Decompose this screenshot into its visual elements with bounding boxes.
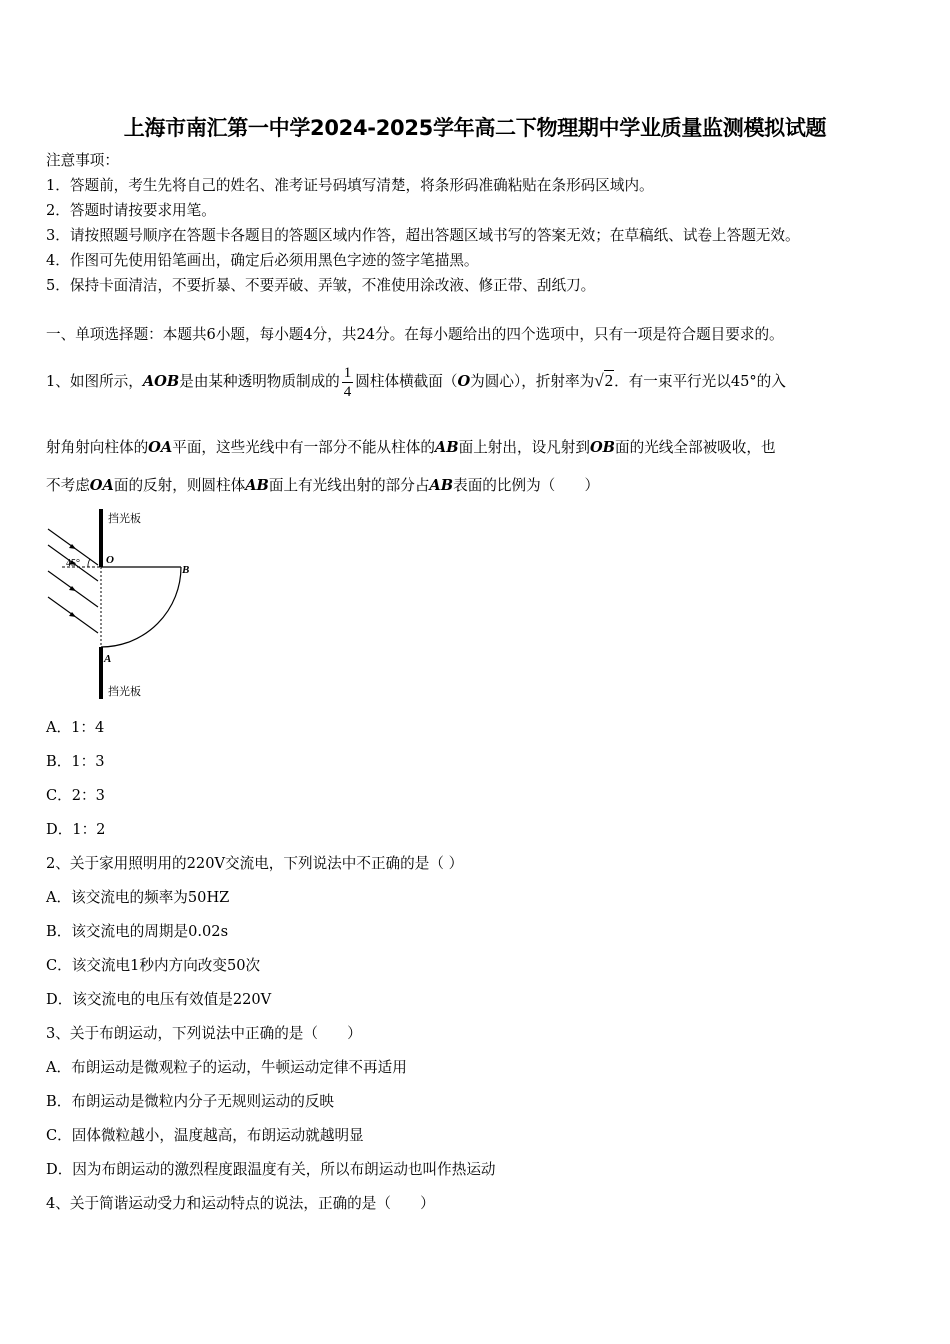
q3-option-c: C．固体微粒越小，温度越高，布朗运动就越明显: [46, 1127, 364, 1144]
fraction-numerator: 1: [343, 364, 352, 381]
q1-option-b: B．1：3: [46, 753, 105, 770]
q2-option-b: B．该交流电的周期是0.02s: [46, 923, 229, 940]
q1-figure: [40, 505, 220, 705]
figure-label-a: A: [104, 653, 112, 665]
q1-text: 不考虑: [46, 477, 90, 494]
q1-text: 表面的比例为（ ）: [453, 477, 600, 494]
fraction-quarter: [342, 364, 354, 401]
q1-text: 射角射向柱体的: [46, 439, 149, 456]
angle-arc: [88, 559, 90, 567]
sqrt-sign: √: [594, 371, 604, 390]
q2-stem: 2、关于家用照明用的220V交流电，下列说法中不正确的是（ ）: [46, 855, 464, 872]
q1-option-c: C．2：3: [46, 787, 105, 804]
q1-var-ab: AB: [429, 477, 454, 494]
fraction-denominator: 4: [343, 383, 352, 400]
q1-text: 是由某种透明物质制成的: [179, 373, 340, 390]
q2-option-c: C．该交流电1秒内方向改变50次: [46, 957, 261, 974]
q1-text: 为圆心），折射率为: [470, 373, 595, 390]
incident-rays: [48, 529, 98, 633]
figure-label-o: O: [106, 554, 114, 566]
q1-var-oa: OA: [148, 439, 173, 456]
q1-option-a: A．1：4: [46, 719, 105, 736]
q4-stem: 4、关于简谐运动受力和运动特点的说法，正确的是（ ）: [46, 1195, 435, 1212]
notice-item: 5．保持卡面清洁，不要折暴、不要弄破、弄皱，不准使用涂改液、修正带、刮纸刀。: [46, 277, 596, 294]
figure-label-board-top: 挡光板: [108, 513, 141, 525]
q3-stem: 3、关于布朗运动，下列说法中正确的是（ ）: [46, 1025, 362, 1042]
ray-arrows: [69, 544, 76, 617]
q1-var-aob: AOB: [142, 373, 180, 390]
q3-option-a: A．布朗运动是微观粒子的运动，牛顿运动定律不再适用: [46, 1059, 407, 1076]
figure-label-angle: 45°: [66, 558, 80, 569]
q1-text: 面的反射，则圆柱体: [113, 477, 246, 494]
light-board-top: [99, 509, 103, 567]
q1-text: 面上射出，设凡射到: [458, 439, 590, 456]
notice-item: 4．作图可先使用铅笔画出，确定后必须用黑色字迹的签字笔描黑。: [46, 252, 479, 269]
sqrt-radicand: 2: [604, 371, 614, 390]
figure-label-board-bottom: 挡光板: [108, 686, 141, 698]
arc-ab: [101, 567, 181, 647]
q1-var-ab: AB: [434, 439, 459, 456]
figure-label-b: B: [182, 564, 190, 576]
sqrt-expression: [594, 370, 614, 390]
q1-var-ab: AB: [245, 477, 269, 494]
q1-text: 1、如图所示，: [46, 373, 143, 390]
q1-text: 平面，这些光线中有一部分不能从柱体的: [172, 439, 435, 456]
notice-item: 1．答题前，考生先将自己的姓名、准考证号码填写清楚，将条形码准确粘贴在条形码区域内。: [46, 177, 654, 194]
q1-var-oa: OA: [89, 477, 114, 494]
notice-heading: 注意事项：: [46, 152, 119, 169]
q1-option-d: D．1：2: [46, 821, 106, 838]
q1-text: ．有一束平行光以45°的入: [614, 373, 786, 390]
q3-option-d: D．因为布朗运动的激烈程度跟温度有关，所以布朗运动也叫作热运动: [46, 1161, 496, 1178]
notice-item: 3．请按照题号顺序在答题卡各题目的答题区域内作答，超出答题区域书写的答案无效；在草稿纸、试卷上答题无效。: [46, 227, 800, 244]
q1-var-ob: OB: [589, 439, 616, 456]
q2-option-d: D．该交流电的电压有效值是220V: [46, 991, 272, 1008]
q1-text: 面的光线全部被吸收，也: [615, 439, 776, 456]
q3-option-b: B．布朗运动是微粒内分子无规则运动的反映: [46, 1093, 335, 1110]
q1-stem-line2: [46, 438, 776, 458]
q1-var-o: O: [457, 373, 471, 390]
q2-option-a: A．该交流电的频率为50HZ: [46, 889, 230, 906]
section-heading: 一、单项选择题：本题共6小题，每小题4分，共24分。在每小题给出的四个选项中，只有一项是符合题目要求的。: [46, 326, 784, 343]
q1-text: 面上有光线出射的部分占: [268, 477, 430, 494]
q1-stem-line3: [46, 476, 599, 496]
notice-item: 2．答题时请按要求用笔。: [46, 202, 216, 219]
q1-stem-line1: [46, 360, 786, 403]
light-board-bottom: [99, 647, 103, 699]
page-title: 上海市南汇第一中学2024-2025学年高二下物理期中学业质量监测模拟试题: [123, 116, 827, 140]
q1-text: 圆柱体横截面（: [355, 373, 458, 390]
